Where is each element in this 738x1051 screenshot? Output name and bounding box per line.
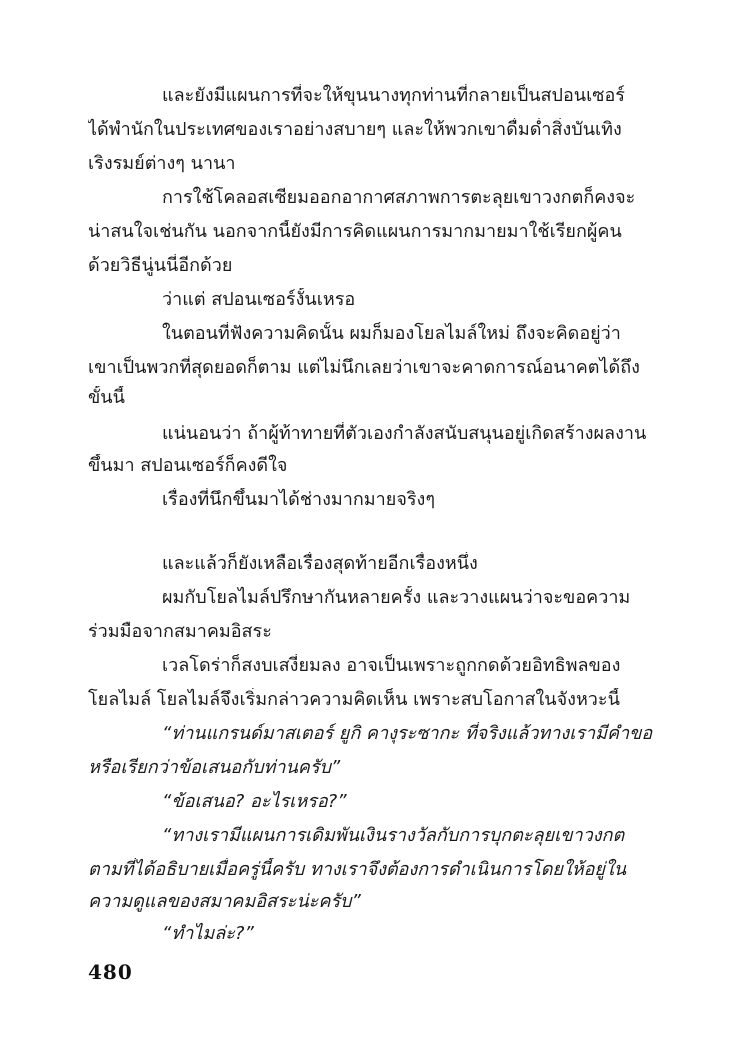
text-line: เขาเป็นพวกที่สุดยอดก็ตาม แต่ไม่นึกเลยว่าเขาจะคาดการณ์อนาคตได้ถึง <box>88 357 640 378</box>
dialogue-line: “ทางเรามีแผนการเดิมพันเงินรางวัลกับการบุกตะลุยเขาวงกต <box>162 825 625 846</box>
text-line: ร่วมมือจากสมาคมอิสระ <box>88 621 272 642</box>
page-number: 480 <box>88 960 133 984</box>
text-line: ผมกับโยลไมล์ปรึกษากันหลายครั้ง และวางแผนว่าจะขอความ <box>162 587 631 608</box>
text-line: ด้วยวิธีนู่นนี่อีกด้วย <box>88 255 233 276</box>
text-line: ว่าแต่ สปอนเซอร์งั้นเหรอ <box>162 289 356 310</box>
text-line: โยลไมล์ โยลไมล์จึงเริ่มกล่าวความคิดเห็น เพราะสบโอกาสในจังหวะนี้ <box>88 689 620 710</box>
dialogue-line: “ท่านแกรนด์มาสเตอร์ ยูกิ คางุระซากะ ที่จริงแล้วทางเรามีคำขอ <box>162 723 653 744</box>
dialogue-line: ความดูแลของสมาคมอิสระน่ะครับ” <box>88 891 361 912</box>
dialogue-line: หรือเรียกว่าข้อเสนอกับท่านครับ” <box>88 757 341 778</box>
text-line: แน่นอนว่า ถ้าผู้ท้าทายที่ตัวเองกำลังสนับสนุนอยู่เกิดสร้างผลงาน <box>162 423 647 444</box>
text-line: และยังมีแผนการที่จะให้ขุนนางทุกท่านที่กลายเป็นสปอนเซอร์ <box>162 85 625 106</box>
text-line: ได้พำนักในประเทศของเราอย่างสบายๆ และให้พวกเขาดื่มด่ำสิ่งบันเทิง <box>88 119 622 140</box>
text-line: การใช้โคลอสเซียมออกอากาศสภาพการตะลุยเขาวงกตก็คงจะ <box>162 187 636 208</box>
text-line: และแล้วก็ยังเหลือเรื่องสุดท้ายอีกเรื่องหนึ่ง <box>162 553 478 574</box>
dialogue-line: “ข้อเสนอ? อะไรเหรอ?” <box>162 791 347 812</box>
text-line: เริงรมย์ต่างๆ นานา <box>88 153 236 174</box>
dialogue-line: ตามที่ได้อธิบายเมื่อครู่นี้ครับ ทางเราจึงต้องการดำเนินการโดยให้อยู่ใน <box>88 859 627 880</box>
text-line: ในตอนที่ฟังความคิดนั้น ผมก็มองโยลไมล์ใหม่ ถึงจะคิดอยู่ว่า <box>162 323 621 344</box>
dialogue-line: “ทำไมล่ะ?” <box>162 923 254 944</box>
text-line: เรื่องที่นึกขึ้นมาได้ช่างมากมายจริงๆ <box>162 489 435 510</box>
text-line: เวลโดร่าก็สงบเสงี่ยมลง อาจเป็นเพราะถูกกดด้วยอิทธิพลของ <box>162 655 621 676</box>
text-line: ขั้นนี้ <box>88 387 125 408</box>
text-line: น่าสนใจเช่นกัน นอกจากนี้ยังมีการคิดแผนการมากมายมาใช้เรียกผู้คน <box>88 221 622 242</box>
text-line: ขึ้นมา สปอนเซอร์ก็คงดีใจ <box>88 455 288 476</box>
